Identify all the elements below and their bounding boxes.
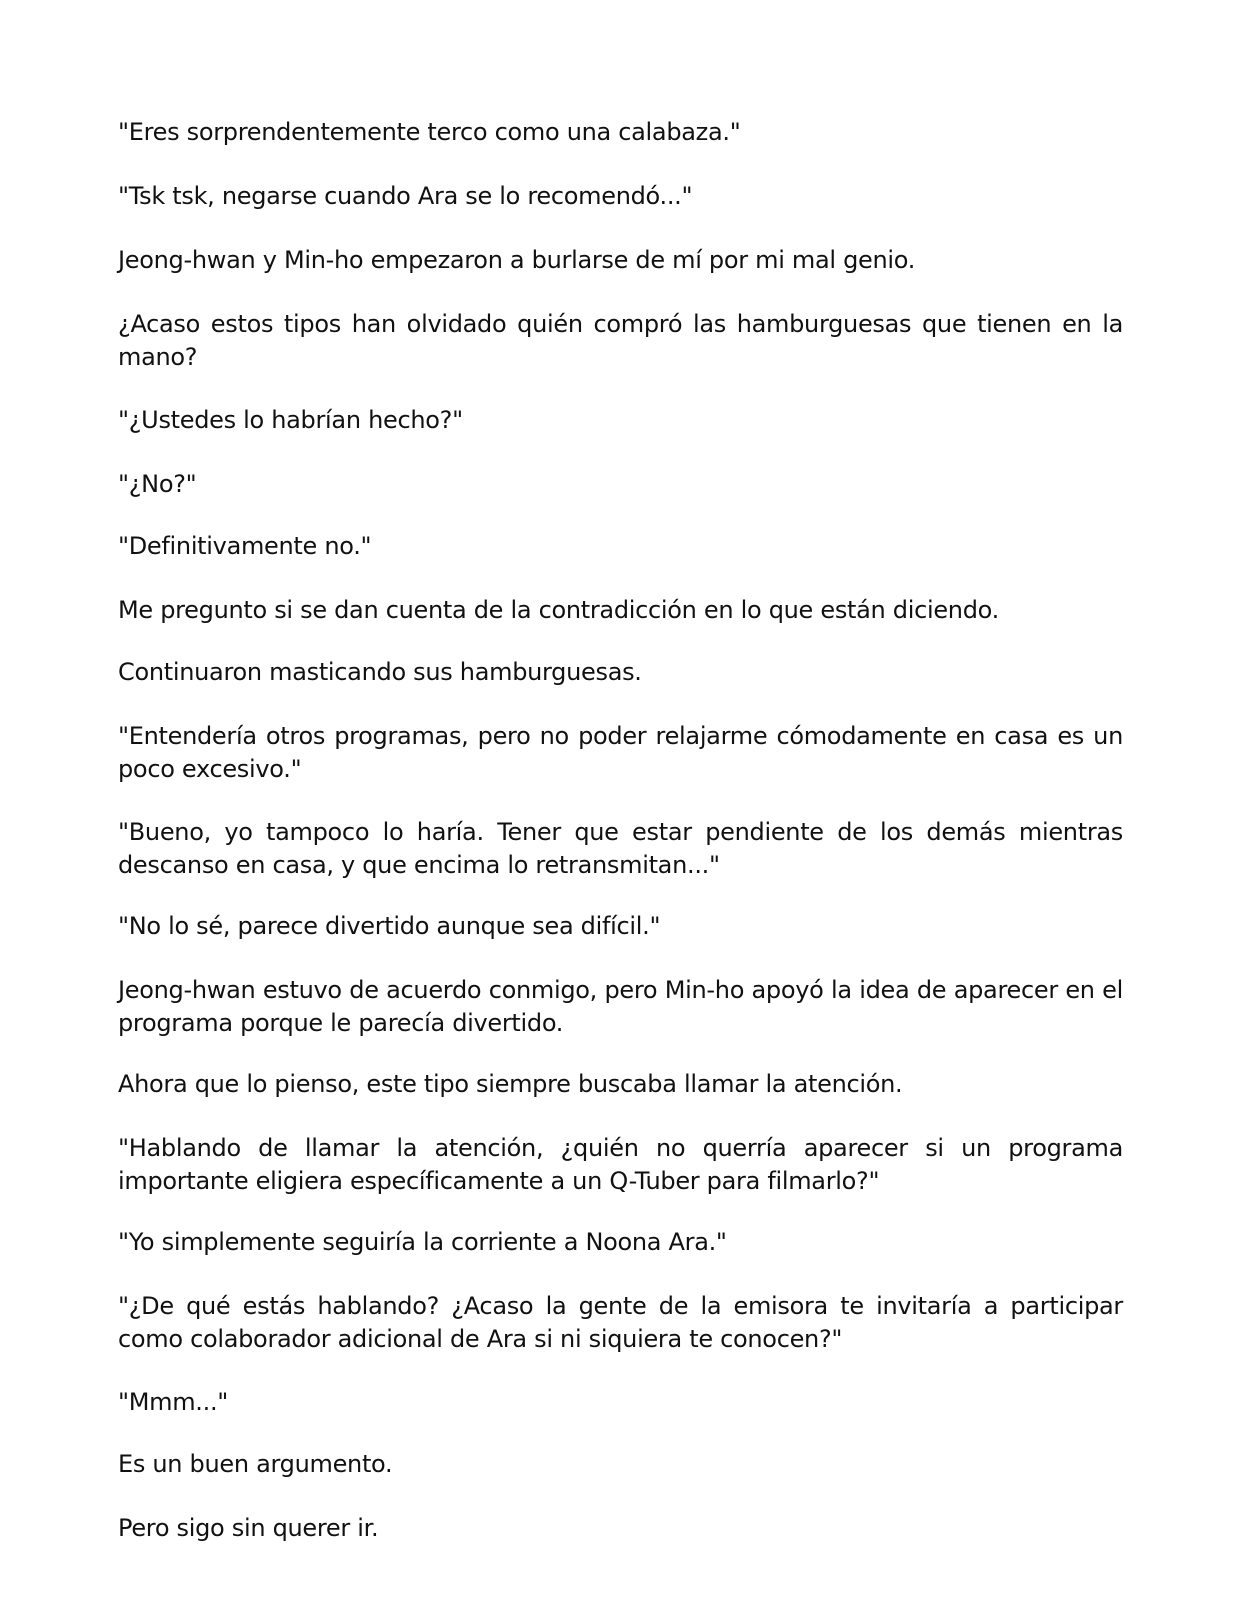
paragraph: Es un buen argumento. xyxy=(118,1450,393,1478)
paragraph: "Mmm..." xyxy=(118,1388,229,1416)
paragraph: Me pregunto si se dan cuenta de la contradicción en lo que están diciendo. xyxy=(118,596,999,624)
paragraph: "Definitivamente no." xyxy=(118,532,372,560)
paragraph: Jeong-hwan estuvo de acuerdo conmigo, pero Min-ho apoyó la idea de aparecer en el programa porque le parecía divertido. xyxy=(118,976,1123,1037)
paragraph: "No lo sé, parece divertido aunque sea difícil." xyxy=(118,912,661,940)
paragraph: "¿De qué estás hablando? ¿Acaso la gente de la emisora te invitaría a participar como colaborador adicional de Ara si ni siquiera te conocen?" xyxy=(118,1292,1123,1353)
paragraph: "Eres sorprendentemente terco como una calabaza." xyxy=(118,118,741,146)
paragraph: "¿Ustedes lo habrían hecho?" xyxy=(118,406,463,434)
paragraph: "Tsk tsk, negarse cuando Ara se lo recomendó..." xyxy=(118,182,693,210)
paragraph: "Yo simplemente seguiría la corriente a Noona Ara." xyxy=(118,1228,727,1256)
paragraph: "¿No?" xyxy=(118,470,197,498)
paragraph: ¿Acaso estos tipos han olvidado quién compró las hamburguesas que tienen en la mano? xyxy=(118,310,1123,371)
paragraph: Continuaron masticando sus hamburguesas. xyxy=(118,658,642,686)
paragraph: Ahora que lo pienso, este tipo siempre buscaba llamar la atención. xyxy=(118,1070,903,1098)
paragraph: "Bueno, yo tampoco lo haría. Tener que estar pendiente de los demás mientras descanso en casa, y que encima lo retransmitan..." xyxy=(118,818,1123,879)
paragraph: Pero sigo sin querer ir. xyxy=(118,1514,379,1542)
paragraph: Jeong-hwan y Min-ho empezaron a burlarse de mí por mi mal genio. xyxy=(118,246,916,274)
paragraph: "Hablando de llamar la atención, ¿quién no querría aparecer si un programa importante eligiera específicamente a un Q-Tuber para filmarlo?" xyxy=(118,1134,1123,1195)
paragraph: "Entendería otros programas, pero no poder relajarme cómodamente en casa es un poco excesivo." xyxy=(118,722,1123,783)
